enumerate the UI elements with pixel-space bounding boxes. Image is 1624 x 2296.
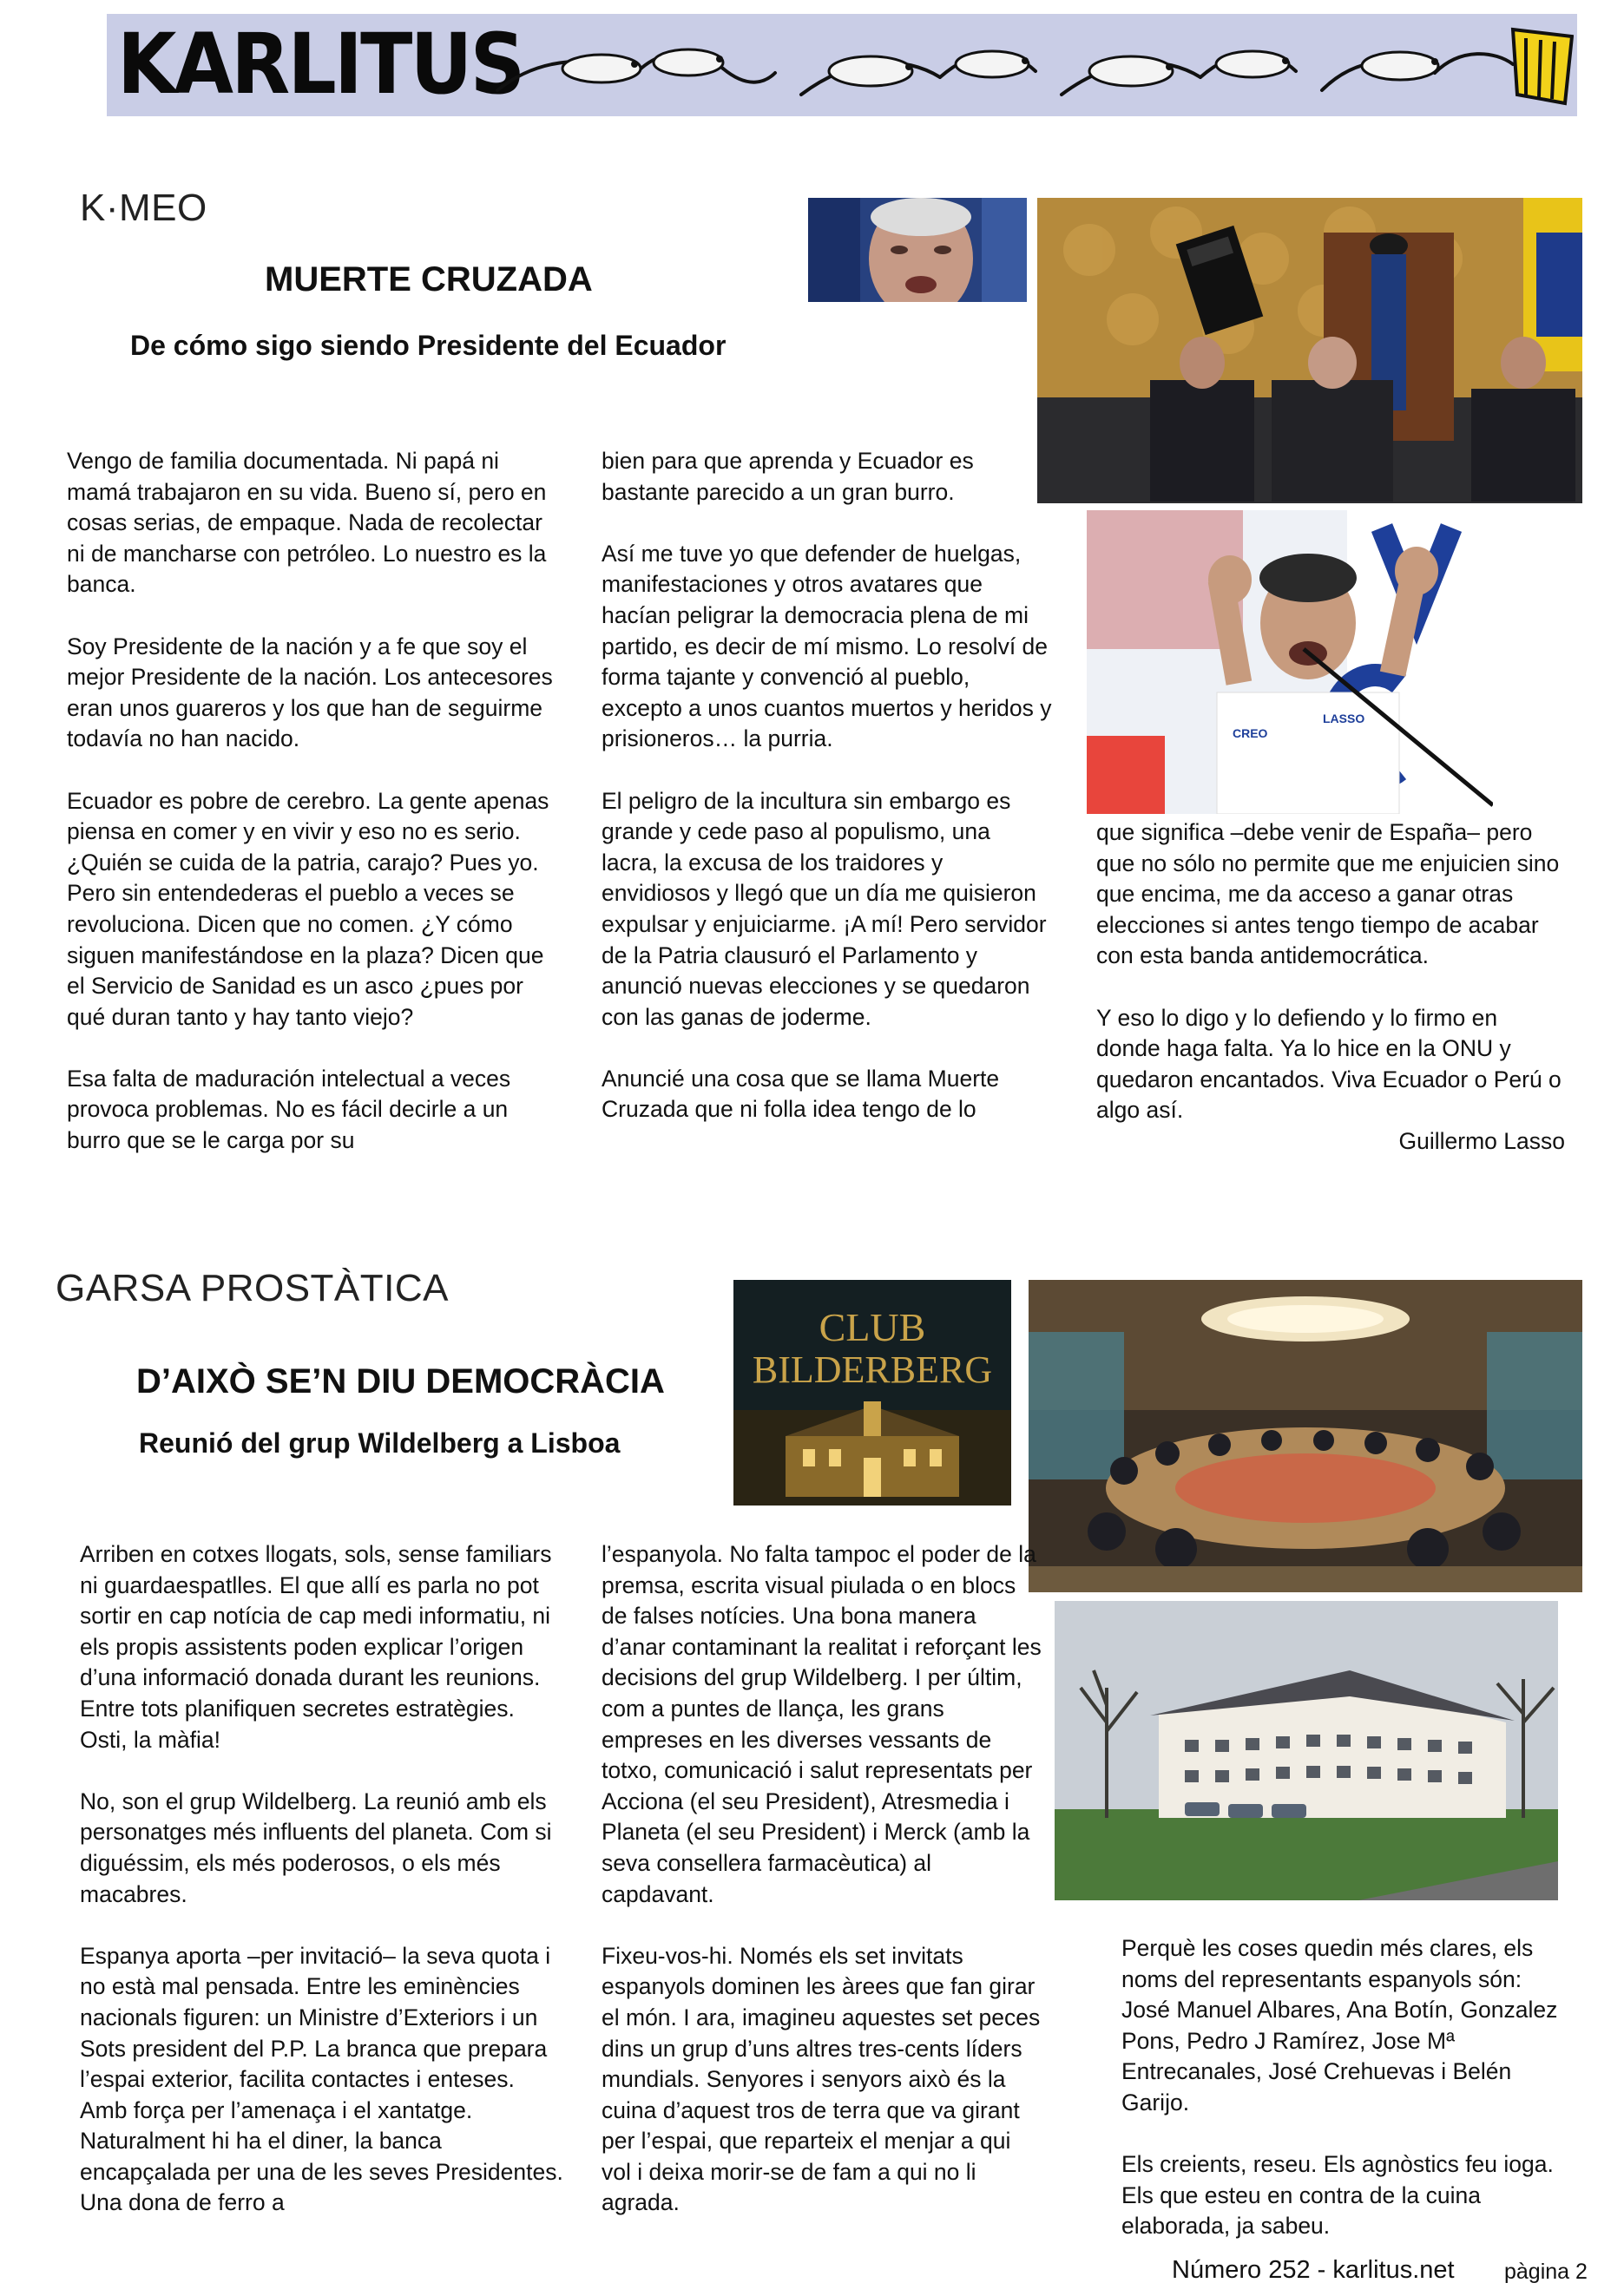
article2-subhead: Reunió del grup Wildelberg a Lisboa	[139, 1427, 621, 1459]
article2-column-2	[602, 1539, 1046, 2219]
paragraph: Fixeu-vos-hi. Només els set invitats espanyols dominen les àrees que fan girar el món. I ara, imagineu aquestes set peces dins un grup d’uns altres tres-cents líders mundials. Senyores i senyors això és la cuina d’aquest tros de terra que va girant per l’espai, que reparteix el menjar a qui vol i deixa morir-se de fam a qui no li agrada.	[602, 1942, 1041, 2216]
article1-column-1	[67, 446, 557, 1157]
paragraph: Anuncié una cosa que se llama Muerte Cruzada que ni folla idea tengo de lo	[602, 1065, 1000, 1123]
paragraph: Arriben en cotxes llogats, sols, sense familiars ni guardaespatlles. El que allí es parla no pot sortir en cap notícia de cap medi informatiu, ni els propis assistents poden explicar l’origen d’una informació donada durant les reunions. Entre tots planifiquen secretes estratègies. Osti, la màfia!	[80, 1541, 552, 1753]
masthead-title: KARLITUS	[117, 16, 523, 113]
footer-page-number: pàgina 2	[1504, 2260, 1588, 2284]
rally-shirt-logo-text: CREO	[1233, 726, 1268, 740]
rally-speech-photo	[1087, 510, 1493, 814]
paragraph: Els creients, reseu. Els agnòstics feu ioga. Els que esteu en contra de la cuina elaborada, ja sabeu.	[1121, 2151, 1554, 2240]
section-label-garsa-prostatica: GARSA PROSTÀTICA	[56, 1267, 449, 1309]
signing-ceremony-photo	[1037, 198, 1582, 503]
article2-column-3	[1121, 1933, 1564, 2242]
rally-shirt-name-text: LASSO	[1323, 712, 1365, 725]
masthead-rats-illustration	[489, 21, 1574, 111]
paragraph: Vengo de familia documentada. Ni papá ni mamá trabajaron en su vida. Bueno sí, pero en cosas serias, de empaque. Nada de recolectar ni de mancharse con petróleo. Lo nuestro es la banca.	[67, 448, 547, 598]
paragraph: bien para que aprenda y Ecuador es bastante parecido a un gran burro.	[602, 448, 974, 505]
article1-headline: MUERTE CRUZADA	[265, 260, 593, 298]
article2-column-1	[80, 1539, 566, 2219]
conference-room-photo	[1029, 1280, 1582, 1592]
paragraph: Soy Presidente de la nación y a fe que soy el mejor Presidente de la nación. Los antecesores eran unos guareros y los que han de seguirme todavía no han nacido.	[67, 633, 553, 752]
president-face-photo	[808, 198, 1027, 302]
paragraph: El peligro de la incultura sin embargo es grande y cede paso al populismo, una lacra, la excusa de los traidores y envidiosos y llegó que un día me quisieron expulsar y enjuiciarme. ¡A mí! Pero servidor de la Patria clausuró el Parlamento y anunció nuevas elecciones y se quedaron con las ganas de joderme.	[602, 787, 1047, 1030]
hotel-building-photo	[1055, 1601, 1558, 1900]
article1-signature: Guillermo Lasso	[1398, 1127, 1565, 1154]
book-cover-line2: BILDERBERG	[752, 1348, 993, 1391]
paragraph: Así me tuve yo que defender de huelgas, manifestaciones y otros avatares que hacían peligrar la democracia plena de mi partido, es decir de mí mismo. Lo resolví de forma tajante y convenció al pueblo, excepto a unos cuantos muertos y heridos y prisioneros… la purria.	[602, 540, 1052, 752]
footer-issue: Número 252 - karlitus.net	[1172, 2256, 1455, 2284]
paragraph: Y eso lo digo y lo defiendo y lo firmo en donde haga falta. Ya lo hice en la ONU y quedaron encantados. Viva Ecuador o Perú o algo así.	[1096, 1004, 1562, 1124]
article1-column-2	[602, 446, 1053, 1125]
paragraph: l’espanyola. No falta tampoc el poder de la premsa, escrita visual piulada o en blocs de falses notícies. Una bona manera d’anar contaminant la realitat i reforçant les decisions del grup Wildelberg. I per últim, com a puntes de llança, les grans empreses en les diverses vessants de totxo, comunicació i salut representats per Acciona (el seu President), Atresmedia i Planeta (el seu President) i Merck (amb la seva consellera farmacèutica) al capdavant.	[602, 1541, 1042, 1907]
club-bilderberg-book-cover	[733, 1280, 1011, 1506]
article1-column-3	[1096, 817, 1565, 1158]
paragraph: Ecuador es pobre de cerebro. La gente apenas piensa en comer y en vivir y eso no es serio. ¿Quién se cuida de la patria, carajo? Pues yo. Pero sin entendederas el pueblo a veces se revoluciona. Dicen que no comen. ¿Y cómo siguen manifestándose en la plaza? Dicen que el Servicio de Sanidad es un asco ¿pues por qué duran tanto y hay tanto viejo?	[67, 787, 549, 1030]
book-cover-line1: CLUB	[819, 1305, 926, 1349]
paragraph: Esa falta de maduración intelectual a veces provoca problemas. No es fácil decirle a un burro que se le carga por su	[67, 1065, 511, 1154]
paragraph: No, son el grup Wildelberg. La reunió amb els personatges més influents del planeta. Com si diguéssim, els més poderosos, o els més macabres.	[80, 1788, 552, 1907]
paragraph: Espanya aporta –per invitació– la seva quota i no està mal pensada. Entre les eminències nacionals figuren: un Ministre d’Exteriors i un Sots president del P.P. La branca que prepara l’espai exterior, facilita contactes i enteses. Amb força per l’amenaça i el xantatge. Naturalment hi ha el diner, la banca encapçalada per una de les seves Presidentes. Una dona de ferro a	[80, 1942, 563, 2216]
masthead	[107, 14, 1577, 116]
article2-headline: D’AIXÒ SE’N DIU DEMOCRÀCIA	[136, 1362, 665, 1401]
paragraph: que significa –debe venir de España– pero que no sólo no permite que me enjuicien sino que encima, me da acceso a ganar otras elecciones si antes tengo tiempo de acabar con esta banda antidemocrática.	[1096, 819, 1560, 969]
section-label-kmeo: K·MEO	[80, 187, 207, 229]
paragraph: Perquè les coses quedin més clares, els noms del representants espanyols són: José Manuel Albares, Ana Botín, Gonzalez Pons, Pedro J Ramírez, Jose Mª Entrecanales, José Crehuevas i Belén Garijo.	[1121, 1935, 1558, 2116]
article1-subhead: De cómo sigo siendo Presidente del Ecuador	[130, 330, 727, 361]
